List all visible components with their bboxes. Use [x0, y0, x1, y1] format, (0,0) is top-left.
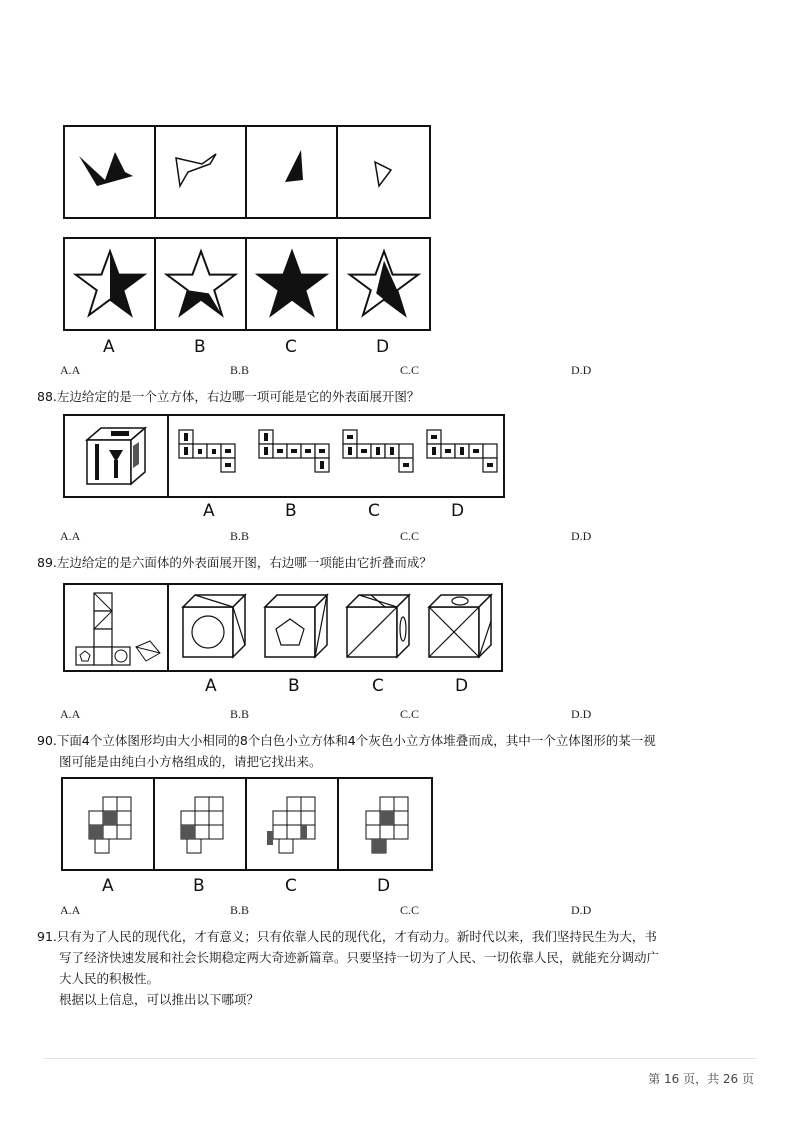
star-icon	[162, 245, 240, 323]
figure-label-d: D	[376, 337, 390, 357]
q88-option-c[interactable]: C.C	[400, 529, 420, 543]
page-number: 第 16 页，共 26 页	[648, 1072, 754, 1086]
q88-nets	[169, 416, 503, 496]
q89-option-c[interactable]: C.C	[400, 707, 420, 721]
q90-option-a[interactable]: A.A	[60, 903, 81, 917]
q88-option-a[interactable]: A.A	[60, 529, 81, 543]
q90-label-d: D	[377, 876, 391, 896]
q87-question-row	[63, 125, 431, 219]
figure-label-c: C	[285, 337, 297, 357]
q88-option-b[interactable]: B.B	[230, 529, 250, 543]
q90-option-c[interactable]: C.C	[400, 903, 420, 917]
cube-stack-icon	[257, 789, 327, 859]
question-90-line-2: 图可能是由纯白小方格组成的，请把它找出来。	[59, 754, 322, 769]
question-88: 88.左边给定的是一个立方体，右边哪一项可能是它的外表面展开图？	[37, 389, 420, 404]
q89-label-d: D	[455, 676, 469, 696]
cube-stack-icon	[165, 789, 235, 859]
figure-label-b: B	[194, 337, 206, 357]
q89-option-d[interactable]: D.D	[571, 707, 592, 721]
q90-option-b[interactable]: B.B	[230, 903, 250, 917]
black-triangle-icon	[257, 142, 327, 202]
q87-cell-1	[65, 127, 156, 217]
outline-polygon-icon	[166, 142, 236, 202]
option-a[interactable]: A.A	[60, 363, 81, 377]
star-icon	[345, 245, 423, 323]
star-option-d	[338, 239, 429, 329]
nets-icon	[171, 424, 501, 488]
question-91-line-3: 大人民的积极性。	[59, 971, 160, 986]
star-option-a	[65, 239, 156, 329]
question-91-line-2: 写了经济快速发展和社会长期稳定两大奇迹新篇章。只要坚持一切为了人民、一切依靠人民，就能充分调动广	[59, 950, 660, 965]
q89-net	[65, 585, 169, 670]
q88-cube	[65, 416, 169, 496]
option-d[interactable]: D.D	[571, 363, 592, 377]
q88-figure	[63, 414, 505, 498]
option-c[interactable]: C.C	[400, 363, 420, 377]
cube-stack-a	[63, 779, 155, 869]
question-91-line-4: 根据以上信息，可以推出以下哪项？	[59, 992, 260, 1007]
cube-icon	[81, 424, 151, 488]
q90-label-c: C	[285, 876, 297, 896]
q89-cubes	[169, 585, 501, 670]
q87-cell-2	[156, 127, 247, 217]
cube-stack-c	[247, 779, 339, 869]
q89-figure	[63, 583, 503, 672]
q89-label-c: C	[372, 676, 384, 696]
cube-stack-icon	[350, 789, 420, 859]
outline-triangle-icon	[349, 142, 419, 202]
q87-options-row	[63, 237, 431, 331]
star-option-c	[247, 239, 338, 329]
q89-option-a[interactable]: A.A	[60, 707, 81, 721]
q87-cell-3	[247, 127, 338, 217]
net-icon	[66, 589, 166, 667]
figure-label-a: A	[103, 337, 115, 357]
q88-label-a: A	[203, 501, 215, 521]
question-91-line-1: 91.只有为了人民的现代化，才有意义；只有依靠人民的现代化，才有动力。新时代以来，我们坚持民生为大，书	[37, 929, 657, 944]
q89-option-b[interactable]: B.B	[230, 707, 250, 721]
question-89: 89.左边给定的是六面体的外表面展开图，右边哪一项能由它折叠而成？	[37, 555, 432, 570]
q88-option-d[interactable]: D.D	[571, 529, 592, 543]
q87-cell-4	[338, 127, 429, 217]
footer-divider	[44, 1058, 756, 1059]
q88-label-d: D	[451, 501, 465, 521]
cube-stack-icon	[73, 789, 143, 859]
cube-stack-d	[339, 779, 431, 869]
q90-label-b: B	[193, 876, 205, 896]
q90-label-a: A	[102, 876, 114, 896]
black-polygon-icon	[75, 142, 145, 202]
question-90-line-1: 90.下面4个立体图形均由大小相同的8个白色小立方体和4个灰色小立方体堆叠而成，其中一个立体图形的某一视	[37, 733, 656, 748]
star-icon	[253, 245, 331, 323]
q90-figure	[61, 777, 433, 871]
q90-option-d[interactable]: D.D	[571, 903, 592, 917]
q89-label-a: A	[205, 676, 217, 696]
cube-stack-b	[155, 779, 247, 869]
star-icon	[71, 245, 149, 323]
q89-label-b: B	[288, 676, 300, 696]
question-91	[37, 926, 659, 1010]
star-option-b	[156, 239, 247, 329]
question-90	[37, 730, 656, 772]
q88-label-b: B	[285, 501, 297, 521]
q88-label-c: C	[368, 501, 380, 521]
option-b[interactable]: B.B	[230, 363, 250, 377]
cubes-icon	[171, 589, 499, 667]
